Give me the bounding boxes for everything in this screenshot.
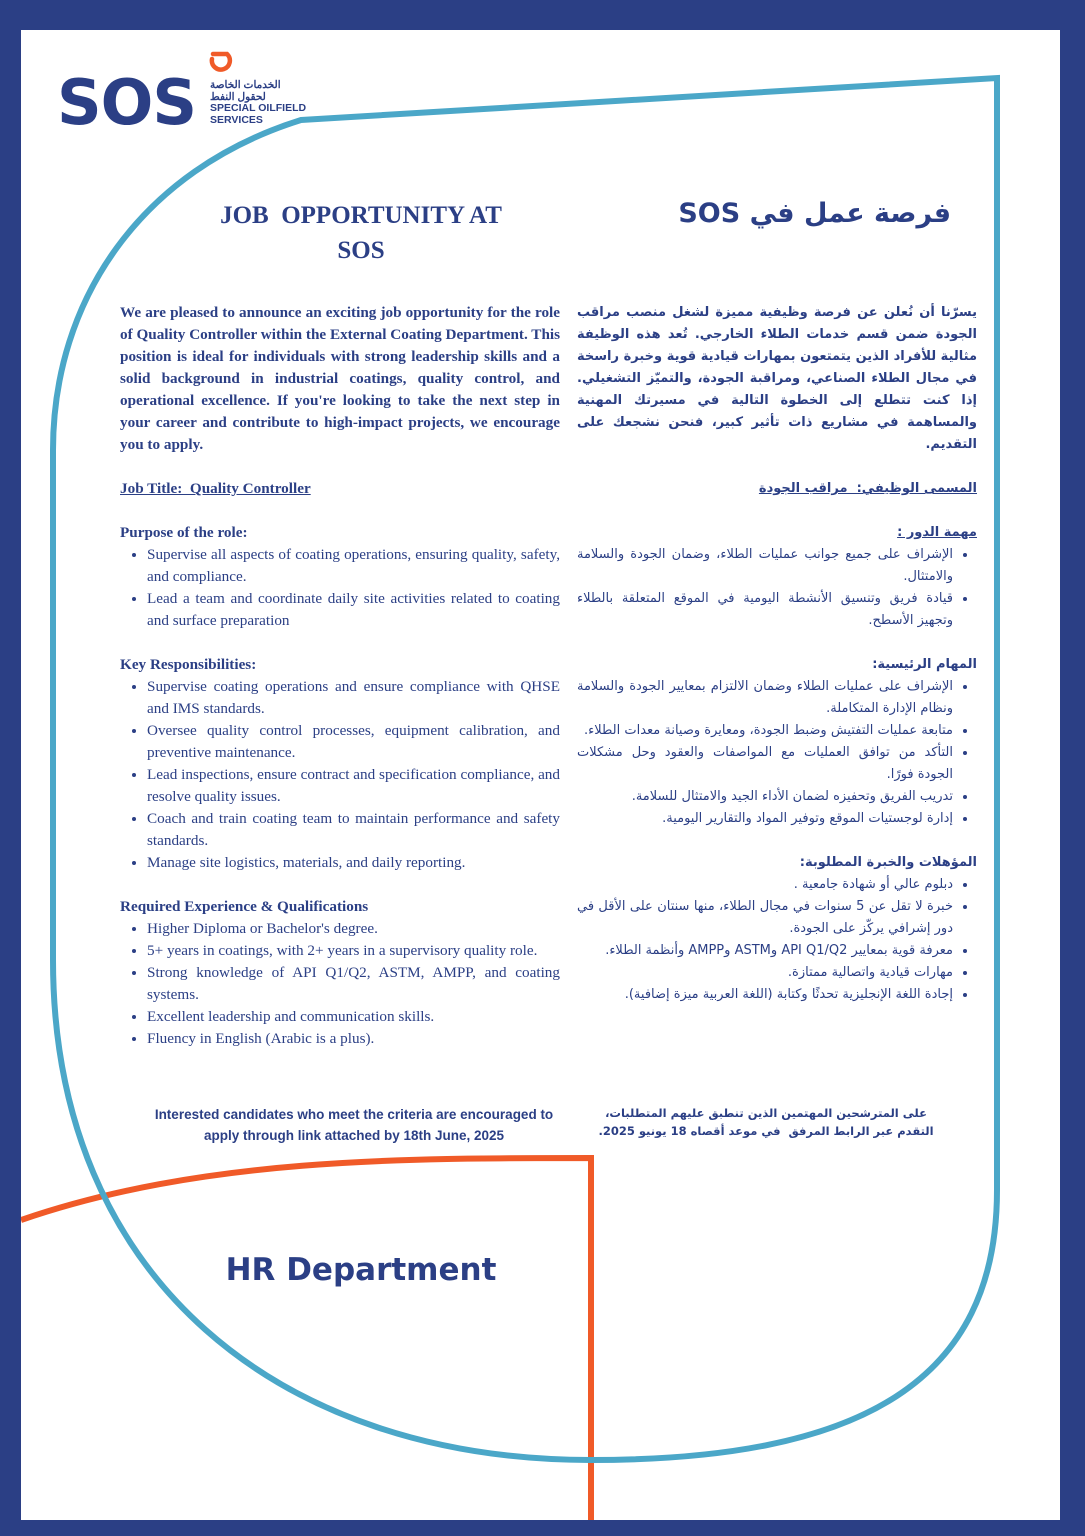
list-item: • متابعة عمليات التفتيش وضبط الجودة، ومعايرة وصيانة معدات الطلاء. bbox=[577, 720, 953, 742]
english-intro: We are pleased to announce an exciting job opportunity for the role of Quality Controller within the External Coating Department. This position is ideal for individuals with strong leadership skills and a solid background in industrial coatings, quality control, and operational excellence. If you're looking to take the next step in your career and contribute to high-impact projects, we encourage you to apply. bbox=[120, 304, 561, 453]
list-item: • الإشراف على جميع جوانب عمليات الطلاء، وضمان الجودة والسلامة والامتثال. bbox=[577, 544, 953, 588]
english-title-line2: SOS bbox=[337, 237, 385, 264]
list-item: • Manage site logistics, materials, and daily reporting. bbox=[147, 852, 560, 874]
list-item: • إدارة لوجستيات الموقع وتوفير المواد والتقارير اليومية. bbox=[577, 808, 953, 830]
logo-english-line1: SPECIAL OILFIELD bbox=[210, 102, 307, 114]
list-item: • 5+ years in coatings, with 2+ years in a supervisory quality role. bbox=[147, 940, 560, 962]
list-item: • التأكد من توافق العمليات مع المواصفات والعقود وحل مشكلات الجودة فورًا. bbox=[577, 742, 953, 786]
list-item: • Excellent leadership and communication skills. bbox=[147, 1006, 560, 1028]
list-item: • Oversee quality control processes, equipment calibration, and preventive maintenance. bbox=[147, 720, 560, 764]
list-item: • قيادة فريق وتنسيق الأنشطة اليومية في الموقع المتعلقة بالطلاء وتجهيز الأسطح. bbox=[577, 588, 953, 632]
list-item: • Fluency in English (Arabic is a plus). bbox=[147, 1028, 560, 1050]
english-purpose-list bbox=[120, 544, 560, 632]
list-item: • Supervise all aspects of coating operations, ensuring quality, safety, and compliance. bbox=[147, 544, 560, 588]
arabic-note-line2: التقدم عبر الرابط المرفق في موعد أقصاه 18 يونيو 2025. bbox=[598, 1124, 934, 1138]
english-note-line2: apply through link attached by 18th June, 2025 bbox=[203, 1128, 505, 1143]
list-item: • مهارات قيادية واتصالية ممتازة. bbox=[577, 962, 953, 984]
english-responsibilities-list bbox=[120, 676, 560, 874]
list-item: • Strong knowledge of API Q1/Q2, ASTM, AMPP, and coating systems. bbox=[147, 962, 560, 1006]
english-application-note bbox=[139, 1104, 569, 1146]
arabic-application-note bbox=[591, 1104, 941, 1140]
english-column bbox=[120, 302, 560, 1050]
job-poster-page bbox=[21, 30, 1060, 1520]
arabic-qualifications-list bbox=[577, 874, 977, 1006]
list-item: • الإشراف على عمليات الطلاء وضمان الالتزام بمعايير الجودة والسلامة ونظام الإدارة المتكاملة. bbox=[577, 676, 953, 720]
orange-frame-line bbox=[21, 1158, 591, 1520]
arabic-purpose-heading: مهمة الدور : bbox=[897, 525, 977, 540]
english-qualifications-heading: Required Experience & Qualifications bbox=[120, 898, 369, 915]
arabic-responsibilities-list bbox=[577, 676, 977, 830]
english-responsibilities-heading: Key Responsibilities: bbox=[120, 656, 257, 673]
hr-department-signature: HR Department bbox=[225, 1252, 497, 1288]
arabic-title: فرصة عمل في SOS bbox=[678, 198, 951, 229]
logo-english-line2: SERVICES bbox=[210, 113, 263, 126]
english-job-title: Job Title: Quality Controller bbox=[120, 480, 311, 497]
english-title-line1: JOB OPPORTUNITY AT bbox=[220, 202, 502, 229]
logo-arabic-line2: لحقول النفط bbox=[210, 90, 266, 103]
list-item: • Higher Diploma or Bachelor's degree. bbox=[147, 918, 560, 940]
logo-tagline bbox=[210, 80, 306, 126]
company-logo bbox=[57, 50, 337, 140]
list-item: • معرفة قوية بمعايير API Q1/Q2 وASTM وAMPP وأنظمة الطلاء. bbox=[577, 940, 953, 962]
list-item: • Lead a team and coordinate daily site activities related to coating and surface preparation bbox=[147, 588, 560, 632]
arabic-job-title: المسمى الوظيفي: مراقب الجودة bbox=[758, 481, 977, 496]
english-purpose-heading: Purpose of the role: bbox=[120, 524, 248, 541]
orange-arc-icon bbox=[207, 50, 233, 76]
list-item: • تدريب الفريق وتحفيزه لضمان الأداء الجيد والامتثال للسلامة. bbox=[577, 786, 953, 808]
arabic-qualifications-heading: المؤهلات والخبرة المطلوبة: bbox=[799, 855, 977, 870]
list-item: • Coach and train coating team to maintain performance and safety standards. bbox=[147, 808, 560, 852]
list-item: • إجادة اللغة الإنجليزية تحدثًا وكتابة (اللغة العربية ميزة إضافية). bbox=[577, 984, 953, 1006]
logo-arabic-line1: الخدمات الخاصة bbox=[210, 79, 281, 91]
list-item: • Supervise coating operations and ensure compliance with QHSE and IMS standards. bbox=[147, 676, 560, 720]
logo-brand: SOS bbox=[57, 66, 197, 139]
english-title bbox=[181, 198, 541, 268]
arabic-intro: يسرّنا أن نُعلن عن فرصة وظيفية مميزة لشغل منصب مراقب الجودة ضمن قسم خدمات الطلاء الخارجي. تُعد هذه الوظيفة مثالية للأفراد الذين يتمتعون بمهارات قيادية قوية وخبرة راسخة في مجال الطلاء الصناعي، ومراقبة الجودة، والتميّز التشغيلي. إذا كنت تتطلع إلى الخطوة التالية في مسيرتك المهنية والمساهمة في مشاريع ذات تأثير كبير، فنحن نشجعك على التقديم. bbox=[577, 305, 977, 452]
arabic-column bbox=[577, 302, 977, 1006]
arabic-purpose-list bbox=[577, 544, 977, 632]
list-item: • دبلوم عالي أو شهادة جامعية . bbox=[577, 874, 953, 896]
arabic-note-line1: على المترشحين المهتمين الذين تنطبق عليهم المتطلبات، bbox=[605, 1106, 927, 1120]
arabic-responsibilities-heading: المهام الرئيسية: bbox=[872, 657, 977, 672]
list-item: • خبرة لا تقل عن 5 سنوات في مجال الطلاء، منها سنتان على الأقل في دور إشرافي يركّز على الجودة. bbox=[577, 896, 953, 940]
list-item: • Lead inspections, ensure contract and specification compliance, and resolve quality issues. bbox=[147, 764, 560, 808]
english-qualifications-list bbox=[120, 918, 560, 1050]
english-note-line1: Interested candidates who meet the criteria are encouraged to bbox=[154, 1107, 554, 1122]
